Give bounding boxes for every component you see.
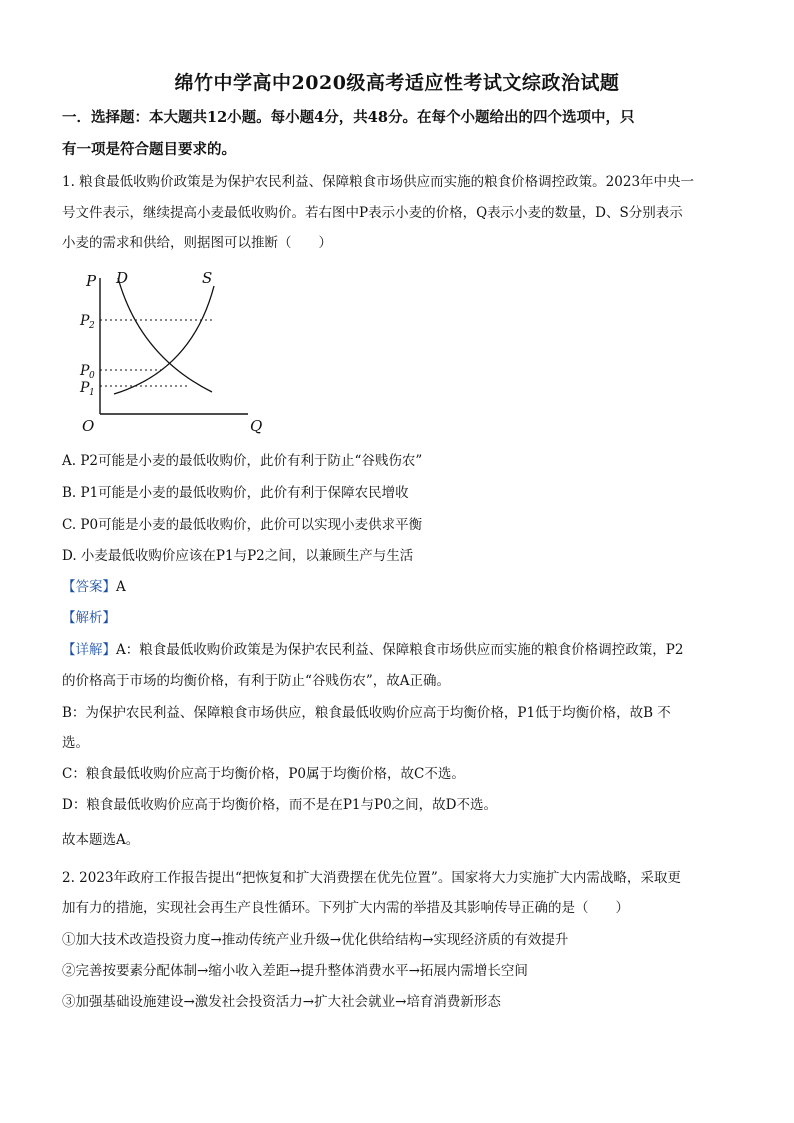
q1-option-c: C. P0可能是小麦的最低收购价，此价可以实现小麦供求平衡 (62, 517, 423, 533)
detail-line-5: C：粮食最低收购价应高于均衡价格，P0属于均衡价格，故C不选。 (62, 766, 465, 782)
p0-subscript: 0 (89, 371, 95, 381)
detail-tag: 【详解】 (62, 642, 116, 658)
q1-stem-line-3: 小麦的需求和供给，则据图可以推断（ ） (62, 235, 332, 251)
q2-item-3: ③加强基础设施建设→激发社会投资活力→扩大社会就业→培育消费新形态 (62, 994, 501, 1010)
page-title: 绵竹中学高中2020级高考适应性考试文综政治试题 (174, 72, 620, 94)
detail-line-2: 的价格高于市场的均衡价格，有利于防止“谷贱伤农”，故A正确。 (62, 673, 451, 689)
detail-line-4: 选。 (62, 735, 89, 751)
q1-option-b: B. P1可能是小麦的最低收购价，此价有利于保障农民增收 (62, 485, 409, 501)
detail-line-1 (62, 640, 683, 660)
q1-option-a: A. P2可能是小麦的最低收购价，此价有利于防止“谷贱伤农” (62, 453, 423, 469)
p2-subscript: 2 (89, 321, 95, 331)
answer-tag: 【答案】 (62, 579, 116, 595)
s-curve-label: S (202, 269, 213, 287)
q1-stem-line-1: 1. 粮食最低收购价政策是为保护农民利益、保障粮食市场供应而实施的粮食价格调控政策。2023年中央一 (62, 174, 695, 190)
analysis-tag: 【解析】 (62, 610, 116, 626)
p2-label: P (80, 313, 90, 329)
conclusion-line: 故本题选A。 (62, 832, 140, 848)
detail-line-3: B：为保护农民利益、保障粮食市场供应，粮食最低收购价应高于均衡价格，P1低于均衡价格，故B 不 (62, 705, 671, 721)
q-axis-label: Q (250, 417, 263, 435)
section-header-line-1: 一．选择题：本大题共12小题。每小题4分，共48分。在每个小题给出的四个选项中，只 (62, 109, 635, 126)
p1-subscript: 1 (89, 388, 95, 398)
section-header-line-2: 有一项是符合题目要求的。 (62, 141, 236, 158)
detail-line-6: D：粮食最低收购价应高于均衡价格，而不是在P1与P0之间，故D不选。 (62, 797, 497, 813)
p-axis-label: P (86, 272, 97, 290)
q1-option-d: D. 小麦最低收购价应该在P1与P2之间，以兼顾生产与生活 (62, 548, 414, 564)
detail-text-1: A：粮食最低收购价政策是为保护农民利益、保障粮食市场供应而实施的粮食价格调控政策，P2 (116, 642, 684, 658)
q2-item-2: ②完善按要素分配体制→缩小收入差距→提升整体消费水平→拓展内需增长空间 (62, 963, 528, 979)
q2-item-1: ①加大技术改造投资力度→推动传统产业升级→优化供给结构→实现经济质的有效提升 (62, 932, 569, 948)
p1-label: P (80, 380, 90, 396)
p0-label: P (80, 363, 90, 379)
d-curve-label: D (116, 269, 129, 287)
origin-label: O (82, 417, 95, 435)
answer-line (62, 577, 126, 597)
answer-value: A (116, 579, 126, 595)
q2-stem-line-2: 加有力的措施，实现社会再生产良性循环。下列扩大内需的举措及其影响传导正确的是（ ） (62, 900, 629, 916)
supply-demand-graph (74, 264, 274, 436)
q2-stem-line-1: 2. 2023年政府工作报告提出“把恢复和扩大消费摆在优先位置”。国家将大力实施扩大内需战略，采取更 (62, 870, 681, 886)
demand-curve (118, 278, 212, 392)
q1-stem-line-2: 号文件表示，继续提高小麦最低收购价。若右图中P表示小麦的价格，Q表示小麦的数量，D、S分别表示 (62, 205, 683, 221)
supply-curve (114, 286, 214, 394)
